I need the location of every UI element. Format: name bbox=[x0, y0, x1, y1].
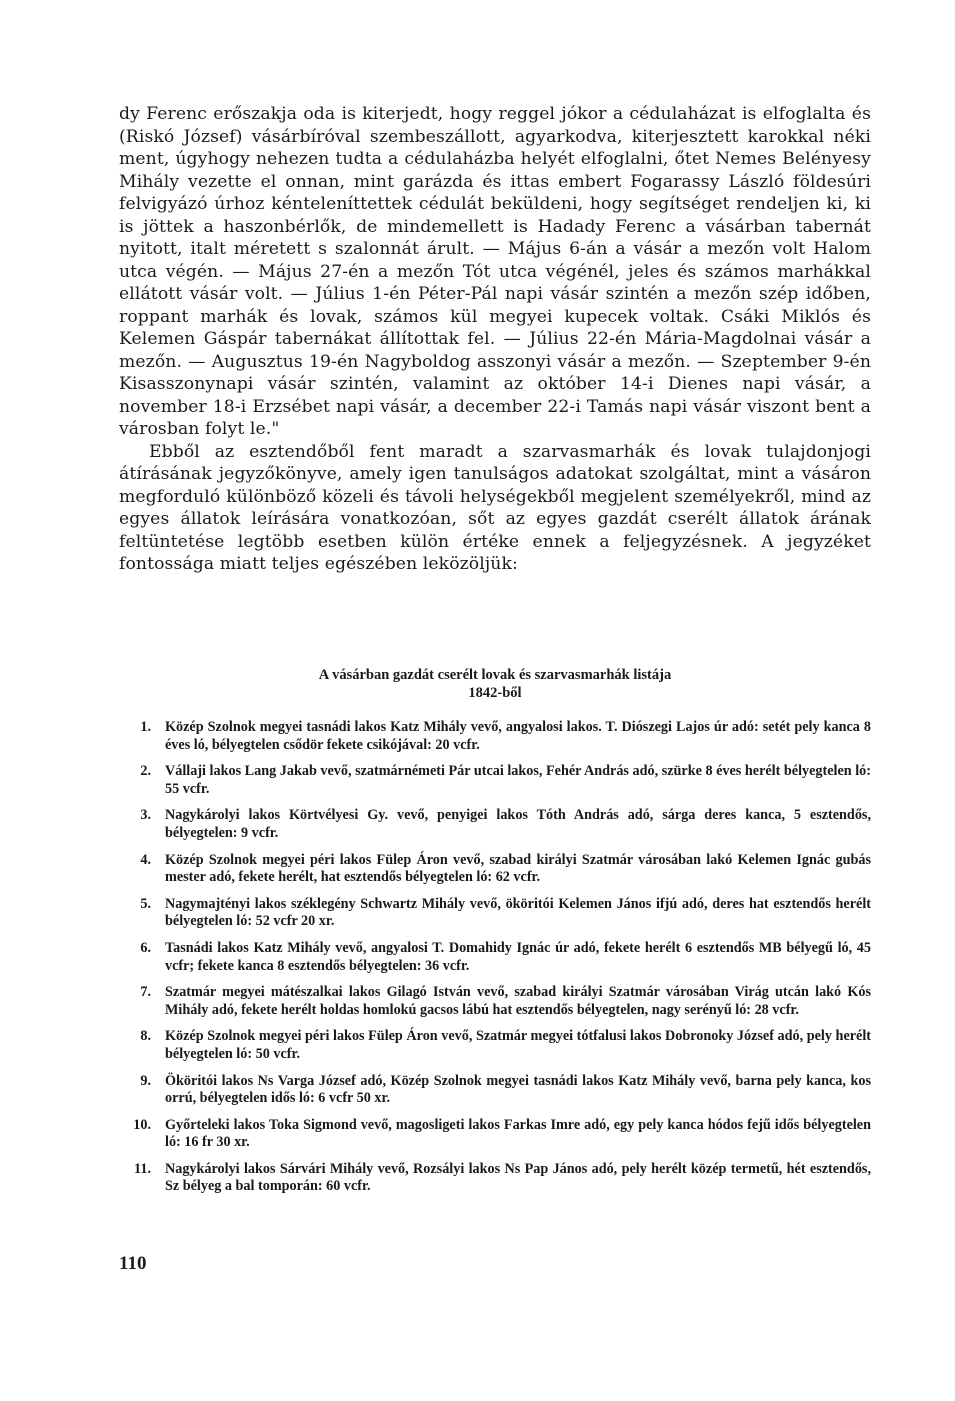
item-text: Tasnádi lakos Katz Mihály vevő, angyalosi T. Domahidy Ignác úr adó, fekete herélt 6 esztendős MB bélyegű ló, 45 vcfr; fekete kanca 8 esztendős bélyegtelen: 36 vcfr. bbox=[165, 939, 871, 974]
item-text: Nagymajtényi lakos széklegény Schwartz Mihály vevő, ököritói Kelemen János ifjú adó, deres hat esztendős herélt bélyegtelen ló: 52 vcfr 20 xr. bbox=[165, 895, 871, 930]
list-item bbox=[119, 852, 871, 887]
item-text: Győrteleki lakos Toka Sigmond vevő, magosligeti lakos Farkas Imre adó, egy pely kanca hódos fejű idős bélyegtelen ló: 16 fr 30 xr. bbox=[165, 1116, 871, 1151]
list-item bbox=[119, 984, 871, 1019]
paragraph-continued: dy Ferenc erőszakja oda is kiterjedt, hogy reggel jókor a cédulaházat is elfoglalta és (Riskó József) vásárbíróval szembeszállott, agyarkodva, kiterjesztett karokkal néki ment, úgyhogy nehezen tudta a cédulaházba helyét elfoglalni, őtet Nemes Belényesy Mihály vezette el onnan, mint garázda és ittas embert Fogarassy László földesúri felvigyázó úrhoz kénteleníttettek cédulát beküldeni, hogy segítséget rendeljen ki, ki is jöttek a haszonbérlők, de mindemellett is Hadady Ferenc a vásárban tabernát nyitott, italt méretett s szalonnát árult. — Május 6-án a vásár a mezőn volt Halom utca végén. — Május 27-én a mezőn Tót utca végénél, jeles és számos marhákkal ellátott vásár volt. — Július 1-én Péter-Pál napi vásár szintén a mezőn szép időben, roppant marhák és lovak, számos kül megyei kupecek voltak. Csáki Miklós és Kelemen Gáspár tabernákat állítottak fel. — Július 22-én Mária-Magdolnai vásár a mezőn. — Augusztus 19-én Nagyboldog asszonyi vásár a mezőn. — Szeptember 9-én Kisasszonynapi vásár szintén, valamint az október 14-i Dienes napi vásár, a november 18-i Erzsébet napi vásár, a december 22-i Tamás napi vásár viszont bent a városban folyt le." bbox=[119, 104, 871, 439]
item-text: Ököritói lakos Ns Varga József adó, Közép Szolnok megyei tasnádi lakos Katz Mihály vevő, barna pely kanca, kos orrú, bélyegtelen idős ló: 6 vcfr 50 xr. bbox=[165, 1072, 871, 1107]
list-item bbox=[119, 807, 871, 842]
item-text: Vállaji lakos Lang Jakab vevő, szatmárnémeti Pár utcai lakos, Fehér András adó, szürke 8 éves herélt bélyegtelen ló: 55 vcfr. bbox=[165, 763, 871, 797]
item-text: Közép Szolnok megyei tasnádi lakos Katz Mihály vevő, angyalosi lakos. T. Diószegi Lajos úr adó: setét pely kanca 8 éves ló, bélyegtelen csődör fekete csikójával: 20 vcfr. bbox=[165, 719, 871, 753]
list-title bbox=[119, 666, 871, 702]
item-number: 1. bbox=[140, 719, 151, 735]
item-number: 10. bbox=[133, 1116, 151, 1133]
list-item bbox=[119, 940, 871, 975]
item-number: 2. bbox=[140, 763, 151, 780]
item-number: 8. bbox=[140, 1028, 151, 1045]
item-number: 3. bbox=[140, 807, 151, 824]
page-number: 110 bbox=[119, 1253, 147, 1274]
item-number: 11. bbox=[134, 1160, 151, 1177]
list-item bbox=[119, 763, 871, 798]
item-text: Nagykárolyi lakos Sárvári Mihály vevő, Rozsályi lakos Ns Pap János adó, pely herélt közép termetű, hét esztendős, Sz bélyeg a bal tomporán: 60 vcfr. bbox=[165, 1160, 871, 1195]
list-item bbox=[119, 1073, 871, 1108]
item-number: 5. bbox=[140, 895, 151, 912]
body-text bbox=[119, 103, 871, 576]
list-item bbox=[119, 719, 871, 754]
list-item bbox=[119, 1161, 871, 1196]
item-text: Közép Szolnok megyei péri lakos Fülep Áron vevő, szabad királyi Szatmár városában lakó Kelemen Ignác gubás mester adó, fekete herélt, hat esztendős bélyegtelen ló: 62 vcfr. bbox=[165, 851, 871, 886]
item-number: 7. bbox=[140, 984, 151, 1001]
item-text: Szatmár megyei mátészalkai lakos Gilagó István vevő, szabad királyi Szatmár városában Virág utcán lakó Kós Mihály adó, fekete herélt holdas homlokú gacsos lábú hat esztendős bélyegtelen, nagy serényű ló: 28 vcfr. bbox=[165, 984, 871, 1018]
item-text: Közép Szolnok megyei péri lakos Fülep Áron vevő, Szatmár megyei tótfalusi lakos Dobronoky József adó, pely herélt bélyegtelen ló: 50 vcfr. bbox=[165, 1028, 871, 1062]
list-item bbox=[119, 1117, 871, 1152]
list-item bbox=[119, 896, 871, 931]
transaction-list bbox=[119, 719, 871, 1205]
item-text: Nagykárolyi lakos Körtvélyesi Gy. vevő, penyigei lakos Tóth András adó, sárga deres kanca, 5 esztendős, bélyegtelen: 9 vcfr. bbox=[165, 807, 871, 841]
item-number: 4. bbox=[140, 851, 151, 868]
item-number: 6. bbox=[140, 939, 151, 956]
item-number: 9. bbox=[140, 1072, 151, 1089]
paragraph-intro: Ebből az esztendőből fent maradt a szarvasmarhák és lovak tulajdonjogi átírásának jegyzőkönyve, amely igen tanulságos adatokat szolgáltat, mint a vásáron megforduló különböző közeli és távoli helységekből megjelent személyekről, mind az egyes állatok leírására vonatkozóan, sőt az egyes gazdát cserélt állatok árának feltüntetése legtöbb esetben külön értéke ennek a feljegyzésnek. A jegyzéket fontossága miatt teljes egészében leközöljük: bbox=[119, 441, 871, 574]
list-title-line: A vásárban gazdát cserélt lovak és szarvasmarhák listája bbox=[318, 667, 672, 683]
list-title-year: 1842-ből bbox=[468, 685, 522, 701]
list-item bbox=[119, 1028, 871, 1063]
